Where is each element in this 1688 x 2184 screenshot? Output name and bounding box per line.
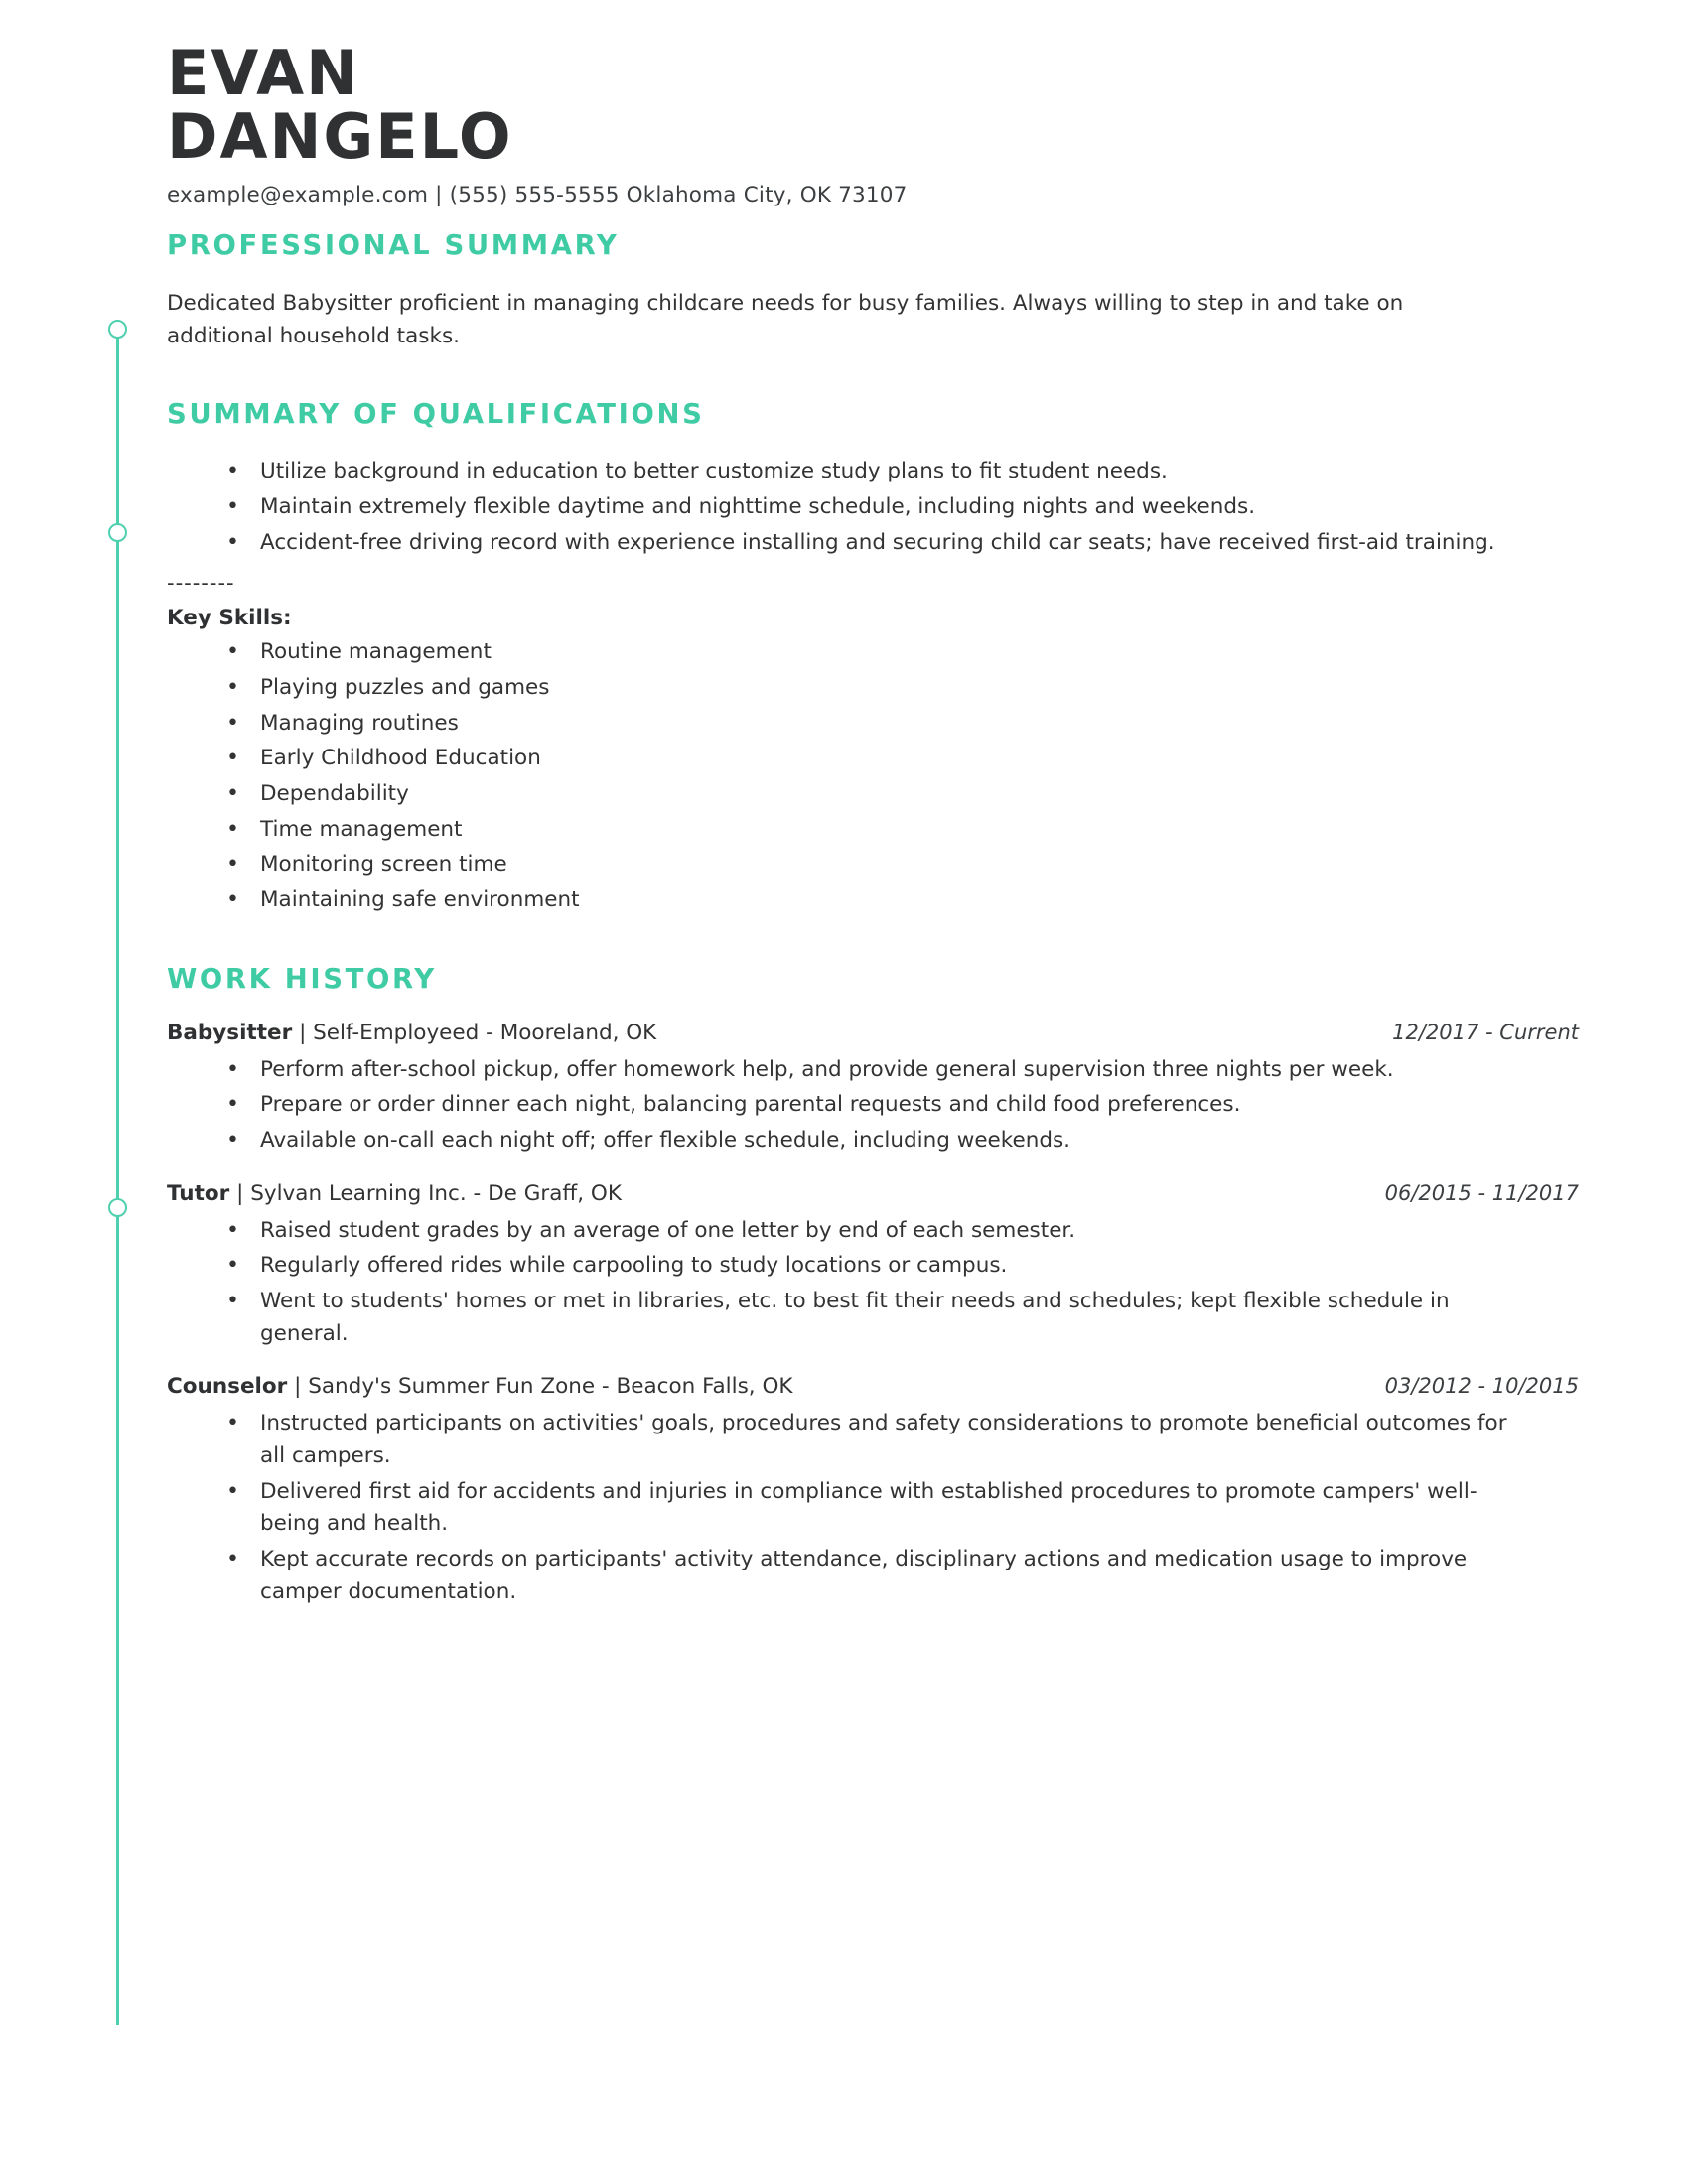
timeline-dot-summary xyxy=(108,320,127,339)
list-item: • Delivered first aid for accidents and injuries in compliance with established procedures to promote campers' well-being and health. xyxy=(226,1476,1507,1541)
job-title-company xyxy=(167,1021,656,1045)
job-company: Self-Employeed - Mooreland, OK xyxy=(313,1020,657,1045)
job-header xyxy=(167,1181,1579,1206)
list-item: • Raised student grades by an average of one letter by end of each semester. xyxy=(226,1215,1507,1248)
job-dates: 06/2015 - 11/2017 xyxy=(1384,1180,1579,1205)
key-skills-list xyxy=(167,636,1579,916)
section-title-work-history: WORK HISTORY xyxy=(167,962,437,995)
list-item: • Prepare or order dinner each night, balancing parental requests and child food preferences. xyxy=(226,1089,1507,1122)
job-separator: | xyxy=(299,1020,307,1045)
job-bullets xyxy=(167,1215,1579,1351)
job-title-company xyxy=(167,1181,622,1206)
dashed-divider: -------- xyxy=(167,571,235,596)
job-separator: | xyxy=(294,1374,302,1400)
list-item: • Regularly offered rides while carpooling to study locations or campus. xyxy=(226,1250,1507,1283)
job-company: Sylvan Learning Inc. - De Graff, OK xyxy=(250,1180,622,1206)
key-skills-label: Key Skills: xyxy=(167,606,292,631)
job-title: Counselor xyxy=(167,1374,288,1400)
job-company: Sandy's Summer Fun Zone - Beacon Falls, OK xyxy=(308,1374,793,1400)
job-dates: 03/2012 - 10/2015 xyxy=(1384,1374,1579,1399)
list-item: • Maintain extremely flexible daytime and nighttime schedule, including nights and weekends. xyxy=(226,491,1507,524)
resume-body xyxy=(0,207,1688,1609)
work-history-entry xyxy=(167,1374,1579,1608)
first-name: EVAN xyxy=(167,37,359,109)
section-title-summary-of-qualifications: SUMMARY OF QUALIFICATIONS xyxy=(167,398,705,431)
job-bullets xyxy=(167,1054,1579,1158)
list-item: • Dependability xyxy=(226,778,1579,811)
timeline-dot-work-history xyxy=(108,1198,127,1217)
list-item: • Accident-free driving record with experience installing and securing child car seats; have received first-aid training. xyxy=(226,527,1507,560)
list-item: • Playing puzzles and games xyxy=(226,672,1579,705)
list-item: • Kept accurate records on participants' activity attendance, disciplinary actions and medication usage to improve camper documentation. xyxy=(226,1544,1507,1608)
list-item: • Monitoring screen time xyxy=(226,849,1579,882)
timeline-dot-qualifications xyxy=(108,523,127,542)
timeline-rail xyxy=(116,328,119,2025)
section-work-history xyxy=(167,963,1579,1609)
list-item: • Perform after-school pickup, offer homework help, and provide general supervision three nights per week. xyxy=(226,1054,1507,1087)
section-professional-summary xyxy=(167,229,1579,353)
professional-summary-text: Dedicated Babysitter proficient in managing childcare needs for busy families. Always willing to step in and take on additional household tasks. xyxy=(167,290,1404,349)
list-item: • Time management xyxy=(226,814,1579,847)
list-item: • Early Childhood Education xyxy=(226,743,1579,775)
qualifications-list xyxy=(167,456,1579,559)
job-separator: | xyxy=(236,1180,244,1206)
job-title-company xyxy=(167,1374,793,1399)
job-bullets xyxy=(167,1408,1579,1608)
section-title-professional-summary: PROFESSIONAL SUMMARY xyxy=(167,228,620,261)
work-history-entry xyxy=(167,1021,1579,1158)
resume-header xyxy=(0,0,1688,207)
job-dates: 12/2017 - Current xyxy=(1392,1020,1579,1044)
list-item: • Routine management xyxy=(226,636,1579,669)
job-header xyxy=(167,1021,1579,1045)
list-item: • Went to students' homes or met in libraries, etc. to best fit their needs and schedules; kept flexible schedule in general. xyxy=(226,1286,1507,1350)
list-item: • Managing routines xyxy=(226,708,1579,741)
list-item: • Instructed participants on activities' goals, procedures and safety considerations to promote beneficial outcomes for all campers. xyxy=(226,1408,1507,1472)
work-history-entry xyxy=(167,1181,1579,1351)
list-item: • Available on-call each night off; offer flexible schedule, including weekends. xyxy=(226,1125,1507,1158)
list-item: • Maintaining safe environment xyxy=(226,885,1579,917)
list-item: • Utilize background in education to better customize study plans to fit student needs. xyxy=(226,456,1507,488)
section-summary-of-qualifications xyxy=(167,398,1579,916)
contact-line: example@example.com | (555) 555-5555 Oklahoma City, OK 73107 xyxy=(167,182,908,207)
last-name: DANGELO xyxy=(167,99,513,173)
job-header xyxy=(167,1374,1579,1399)
job-title: Babysitter xyxy=(167,1020,293,1045)
job-title: Tutor xyxy=(167,1180,230,1206)
